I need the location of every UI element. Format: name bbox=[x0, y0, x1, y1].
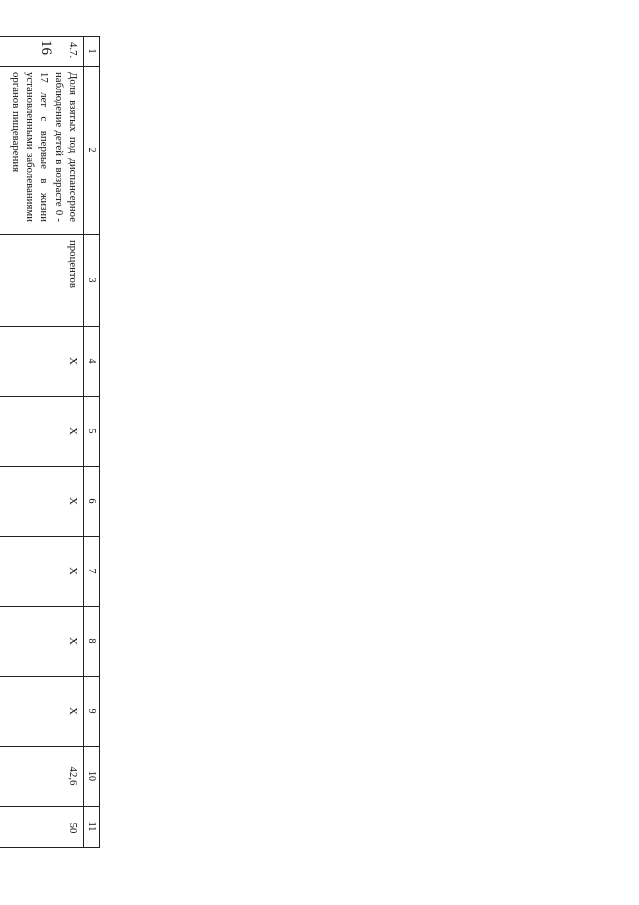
row-value: X bbox=[67, 357, 79, 365]
column-border bbox=[0, 234, 100, 235]
row-value: X bbox=[67, 497, 79, 505]
column-number: 5 bbox=[86, 428, 97, 434]
row-indicator: Доля взятых под диспансерное наблюдение детей в возрасте 0 - 17 лет с впервые в жизни установленными заболеваниями органов пищеварения bbox=[10, 72, 79, 222]
row-unit: процентов bbox=[67, 240, 79, 288]
column-number: 1 bbox=[86, 48, 97, 54]
column-border bbox=[0, 847, 100, 848]
table-top-border bbox=[99, 36, 100, 848]
column-number: 7 bbox=[86, 568, 97, 574]
row-value: X bbox=[67, 427, 79, 435]
column-border bbox=[0, 606, 100, 607]
column-number: 4 bbox=[86, 358, 97, 364]
column-number: 3 bbox=[86, 277, 97, 283]
column-border bbox=[0, 746, 100, 747]
row-value: 42,6 bbox=[67, 766, 79, 786]
column-border bbox=[0, 536, 100, 537]
row-value: X bbox=[67, 637, 79, 645]
column-border bbox=[0, 676, 100, 677]
column-border bbox=[0, 806, 100, 807]
header-rule bbox=[83, 36, 84, 848]
column-border bbox=[0, 466, 100, 467]
row-value: 50 bbox=[67, 822, 79, 834]
page-number: 16 bbox=[38, 40, 54, 55]
column-border bbox=[0, 396, 100, 397]
column-number: 6 bbox=[86, 498, 97, 504]
column-number: 8 bbox=[86, 638, 97, 644]
column-border bbox=[0, 36, 100, 37]
column-border bbox=[0, 66, 100, 67]
column-number: 10 bbox=[86, 771, 97, 781]
row-value: X bbox=[67, 567, 79, 575]
column-number: 9 bbox=[86, 708, 97, 714]
rotated-table bbox=[0, 36, 100, 848]
column-border bbox=[0, 326, 100, 327]
row-value: X bbox=[67, 707, 79, 715]
row-id: 4.7. bbox=[67, 42, 79, 59]
column-number: 11 bbox=[86, 821, 97, 832]
column-number: 2 bbox=[86, 147, 97, 153]
